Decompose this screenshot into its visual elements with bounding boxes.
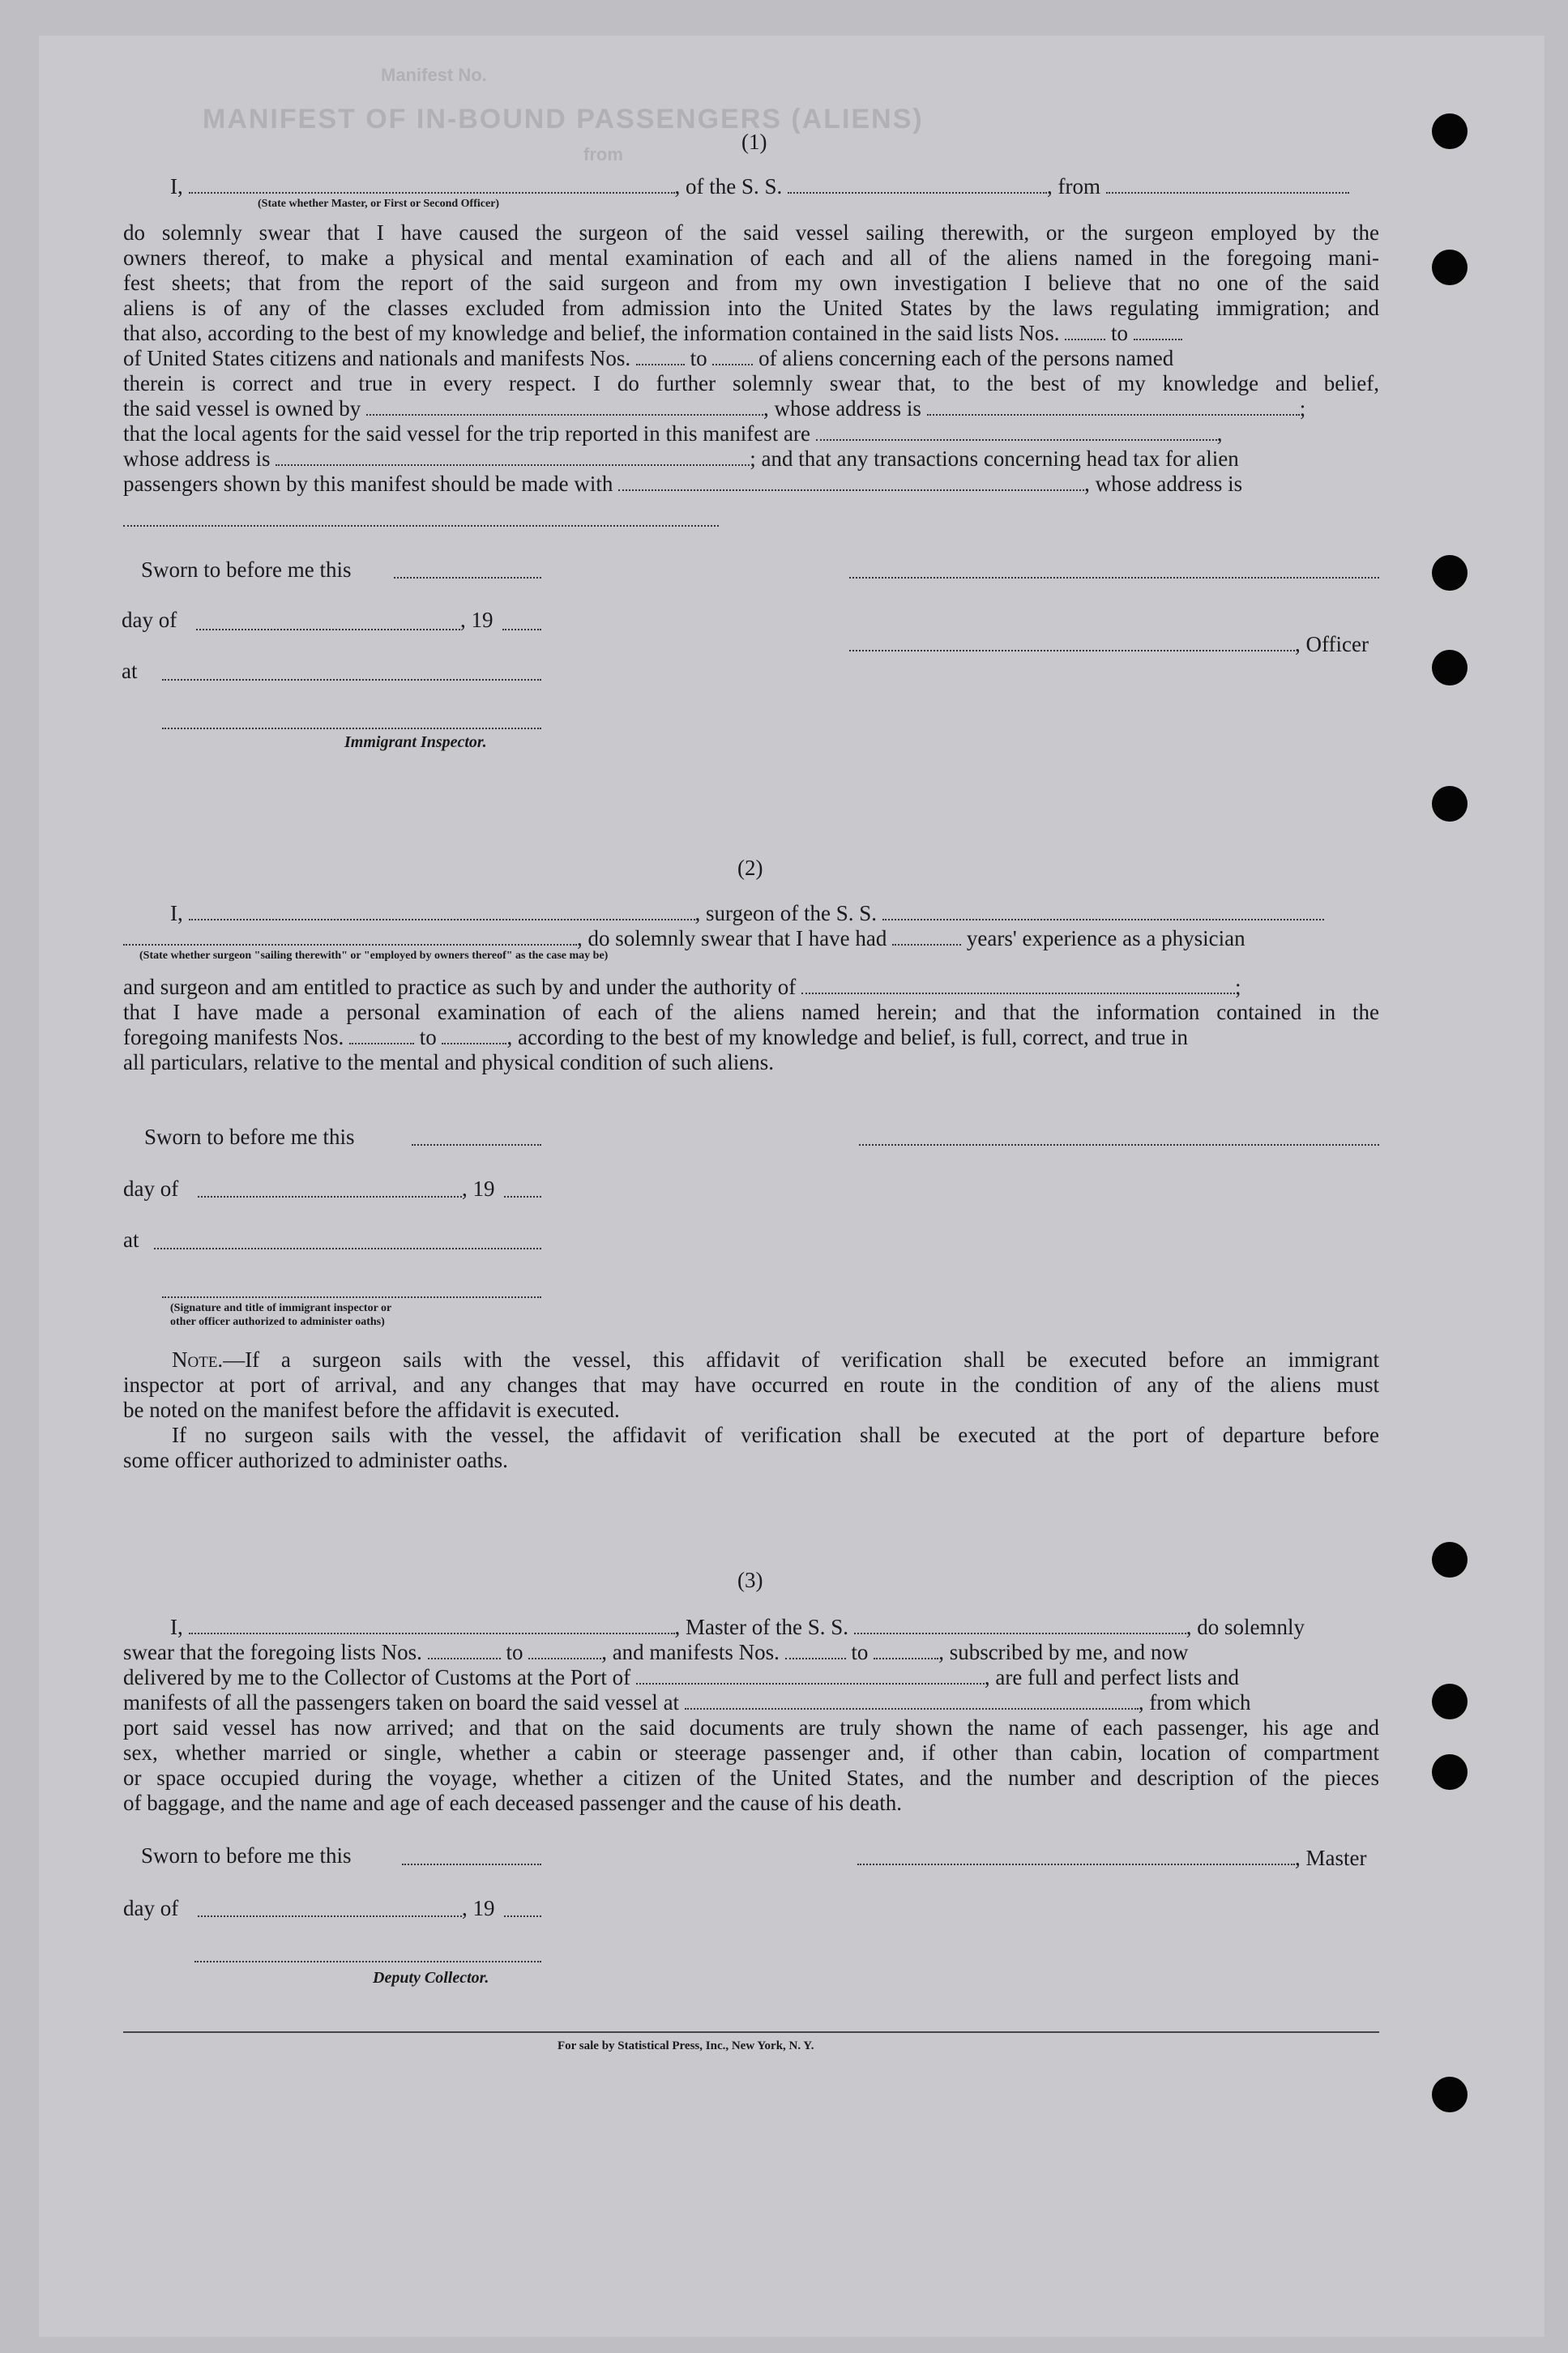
s1-owner-blank[interactable]	[366, 396, 763, 416]
s1-from-blank[interactable]	[1106, 174, 1349, 194]
s2-year-label: , 19	[462, 1176, 495, 1201]
s2-manifests-from-blank[interactable]	[349, 1025, 414, 1044]
s2-surgeon-subcaption: (State whether surgeon "sailing therewith" or "employed by owners thereof" as the case may be)	[139, 950, 609, 962]
s1-para-6	[123, 346, 1173, 371]
s2-note-line-1	[123, 1347, 1379, 1373]
s1-para-10	[123, 446, 1239, 472]
s2-at-label: at	[123, 1228, 139, 1252]
punch-hole	[1432, 650, 1468, 685]
s1-sworn-label: Sworn to before me this	[141, 557, 352, 582]
s3-boarded-port-blank[interactable]	[685, 1690, 1139, 1710]
s2-note-text: —If a surgeon sails with the vessel, this affidavit of verification shall be executed before an immigrant	[223, 1347, 1379, 1372]
s1-para-5	[123, 321, 1182, 346]
s1-transactions-address: , whose address is	[1084, 472, 1243, 496]
s2-manifests-to-blank[interactable]	[442, 1025, 506, 1044]
s2-inspector-signature-blank[interactable]	[162, 1296, 541, 1298]
footer-rule	[123, 2031, 1379, 2033]
s2-note-line-4: If no surgeon sails with the vessel, the affidavit of verification shall be executed at the port of departure before	[172, 1423, 1379, 1447]
punch-hole	[1432, 555, 1468, 591]
s1-owner-address-blank[interactable]	[927, 396, 1300, 416]
bleed-through-from: from	[583, 144, 623, 164]
s2-oath-line-1	[170, 901, 1324, 926]
s1-lists-from-blank[interactable]	[1065, 321, 1105, 340]
s2-note-line-5: some officer authorized to administer oaths.	[123, 1448, 508, 1472]
s2-surgeon-type-blank[interactable]	[123, 926, 577, 946]
s1-owned-by: the said vessel is owned by	[123, 396, 361, 421]
s3-master-name-blank[interactable]	[189, 1615, 675, 1634]
s3-collector-signature-blank[interactable]	[194, 1961, 541, 1962]
s1-officer-label: , Officer	[1295, 632, 1369, 656]
s1-lists-text: that also, according to the best of my knowledge and belief, the information contained in the said lists Nos.	[123, 321, 1060, 345]
s2-authority-text: and surgeon and am entitled to practice as such by and under the authority of	[123, 975, 797, 999]
s1-officer-signature-blank[interactable]	[849, 650, 1295, 651]
s3-lists-to-blank[interactable]	[528, 1640, 601, 1659]
s3-manifests-to-blank[interactable]	[874, 1640, 938, 1659]
s3-deputy-caption: Deputy Collector.	[373, 1969, 489, 1987]
s1-para-3: fest sheets; that from the report of the said surgeon and from my own investigation I believe that no one of the said	[123, 271, 1379, 295]
s1-at-label: at	[122, 659, 138, 683]
bleed-through-title: MANIFEST OF IN-BOUND PASSENGERS (ALIENS)	[203, 104, 924, 135]
s1-whose-address: , whose address is	[763, 396, 921, 421]
s3-master-label: , Master	[1295, 1846, 1367, 1870]
s1-sworn-blank[interactable]	[394, 577, 541, 579]
s1-year-blank[interactable]	[502, 629, 541, 630]
s1-agents-address-blank[interactable]	[276, 446, 750, 466]
s1-para-7: therein is correct and true in every respect. I do further solemnly swear that, to the best of my knowledge and belief,	[123, 371, 1379, 395]
s1-para-2: owners thereof, to make a physical and mental examination of each and all of the aliens named in the foregoing mani-	[123, 246, 1379, 270]
s2-surgeon-name-blank[interactable]	[189, 901, 695, 920]
s3-para-3	[123, 1690, 1251, 1715]
s1-para-8	[123, 396, 1305, 421]
s1-day-blank[interactable]	[196, 629, 460, 630]
s1-oath-line-1	[170, 174, 1349, 199]
s2-day-of-label: day of	[123, 1176, 179, 1201]
punch-hole	[1432, 250, 1468, 285]
s1-lists-to: to	[1110, 321, 1128, 345]
punch-hole	[1432, 113, 1468, 149]
s3-full-lists-text: , are full and perfect lists and	[984, 1665, 1240, 1689]
s2-para-2: that I have made a personal examination of each of the aliens named herein; and that the information contained in the	[123, 1000, 1379, 1024]
s2-signature-caption-1: (Signature and title of immigrant inspector or	[170, 1302, 392, 1314]
s1-lists-to-blank[interactable]	[1134, 321, 1182, 340]
s3-para-7: of baggage, and the name and age of each deceased passenger and the cause of his death.	[123, 1791, 903, 1815]
s2-authority-blank[interactable]	[801, 975, 1235, 994]
s1-head-tax-text: ; and that any transactions concerning head tax for alien	[750, 446, 1239, 471]
s3-sworn-label: Sworn to before me this	[141, 1843, 352, 1868]
s2-i: I,	[170, 901, 183, 925]
s3-para-4: port said vessel has now arrived; and that on the said documents are truly shown the name of each passenger, his age and	[123, 1715, 1379, 1740]
s1-of-ss: , of the S. S.	[674, 174, 783, 199]
s3-subscribed-text: , subscribed by me, and now	[938, 1640, 1189, 1664]
s3-lists-from-blank[interactable]	[428, 1640, 501, 1659]
s2-note-label: Note.	[172, 1347, 224, 1372]
punch-hole	[1432, 1684, 1468, 1719]
s1-agents-address-label: whose address is	[123, 446, 271, 471]
punch-hole	[1432, 1754, 1468, 1790]
s2-oath-line-2	[123, 926, 1245, 951]
s2-para-1	[123, 975, 1241, 1000]
s3-do-solemnly: , do solemnly	[1186, 1615, 1305, 1639]
s2-signature-caption-2: other officer authorized to administer oaths)	[170, 1316, 385, 1328]
s2-surgeon-signature-blank[interactable]	[859, 1144, 1379, 1146]
s2-years-blank[interactable]	[892, 926, 961, 946]
s1-para-9	[123, 421, 1222, 446]
s2-note-line-3: be noted on the manifest before the affidavit is executed.	[123, 1398, 620, 1422]
s2-vessel-blank[interactable]	[882, 901, 1324, 920]
s2-semicolon: ;	[1235, 975, 1241, 999]
s2-swear-text: , do solemnly swear that I have had	[577, 926, 887, 950]
s2-surgeon-of-ss: , surgeon of the S. S.	[694, 901, 878, 925]
s3-boarded-text: manifests of all the passengers taken on board the said vessel at	[123, 1690, 680, 1715]
s1-manifests-from-blank[interactable]	[636, 346, 685, 365]
punch-hole	[1432, 2077, 1468, 2112]
s1-officer-signature-top-blank[interactable]	[849, 577, 1379, 579]
s1-manifests-to: to	[690, 346, 707, 370]
s1-transactions-with: passengers shown by this manifest should be made with	[123, 472, 613, 496]
s3-year-label: , 19	[462, 1896, 495, 1920]
s3-from-which: , from which	[1138, 1690, 1251, 1715]
s1-local-agents: that the local agents for the said vessel for the trip reported in this manifest are	[123, 421, 810, 446]
s3-i: I,	[170, 1615, 183, 1639]
s1-year-label: , 19	[460, 608, 493, 632]
punch-hole	[1432, 1542, 1468, 1578]
s2-at-blank[interactable]	[154, 1248, 541, 1249]
s3-lists-text: swear that the foregoing lists Nos.	[123, 1640, 422, 1664]
s1-aliens-text: of aliens concerning each of the persons named	[758, 346, 1174, 370]
s3-year-blank[interactable]	[504, 1915, 541, 1917]
s1-inspector-caption: Immigrant Inspector.	[344, 733, 487, 751]
s3-day-of-label: day of	[123, 1896, 179, 1920]
s3-manifests-to: to	[851, 1640, 869, 1664]
s1-from: , from	[1047, 174, 1100, 199]
s2-sworn-label: Sworn to before me this	[144, 1125, 355, 1149]
s2-year-blank[interactable]	[504, 1196, 541, 1198]
s2-day-blank[interactable]	[198, 1196, 462, 1198]
s1-comma: ,	[1216, 421, 1223, 446]
s2-manifests-nos: foregoing manifests Nos.	[123, 1025, 344, 1049]
s3-para-2	[123, 1665, 1239, 1690]
s3-lists-to: to	[506, 1640, 523, 1664]
s3-day-blank[interactable]	[198, 1915, 462, 1917]
s1-vessel-blank[interactable]	[788, 174, 1047, 194]
s2-para-3	[123, 1025, 1188, 1050]
s1-manifests-text: of United States citizens and nationals and manifests Nos.	[123, 346, 631, 370]
s1-inspector-signature-blank[interactable]	[162, 728, 541, 729]
s1-i: I,	[170, 174, 183, 199]
section-3-number: (3)	[737, 1568, 763, 1592]
s2-sworn-blank[interactable]	[412, 1144, 541, 1146]
s1-officer-subcaption: (State whether Master, or First or Second Officer)	[258, 198, 500, 210]
punch-hole	[1432, 786, 1468, 822]
s1-at-blank[interactable]	[162, 679, 541, 681]
s1-address-continuation-blank[interactable]	[123, 525, 719, 527]
s3-port-blank[interactable]	[636, 1665, 985, 1685]
s2-para-4: all particulars, relative to the mental and physical condition of such aliens.	[123, 1050, 774, 1074]
s3-para-1	[123, 1640, 1188, 1665]
s1-para-11	[123, 472, 1242, 497]
s3-para-6: or space occupied during the voyage, whether a citizen of the United States, and the number and description of the pieces	[123, 1766, 1379, 1790]
s2-to: to	[419, 1025, 437, 1049]
section-2-number: (2)	[737, 856, 763, 880]
s1-day-of-label: day of	[122, 608, 177, 632]
section-1-number: (1)	[741, 130, 767, 154]
s1-semicolon: ;	[1299, 396, 1306, 421]
s1-para-4: aliens is of any of the classes excluded from admission into the United States by the laws regulating immigration; and	[123, 296, 1379, 320]
s3-sworn-blank[interactable]	[402, 1864, 541, 1865]
s1-para-1: do solemnly swear that I have caused the surgeon of the said vessel sailing therewith, or the surgeon employed by the	[123, 220, 1379, 245]
s3-manifests-text: , and manifests Nos.	[601, 1640, 780, 1664]
s3-master-signature-blank[interactable]	[857, 1864, 1295, 1865]
s2-years-text: years' experience as a physician	[966, 926, 1245, 950]
s1-transactions-blank[interactable]	[618, 472, 1084, 491]
footer-imprint: For sale by Statistical Press, Inc., New York, N. Y.	[558, 2039, 814, 2052]
s3-master-of-ss: , Master of the S. S.	[674, 1615, 848, 1639]
s3-oath-line-1	[170, 1615, 1305, 1640]
s3-para-5: sex, whether married or single, whether a cabin or steerage passenger and, if other than cabin, location of compartment	[123, 1740, 1379, 1765]
s3-vessel-blank[interactable]	[854, 1615, 1186, 1634]
s3-manifests-from-blank[interactable]	[785, 1640, 846, 1659]
s2-note-line-2: inspector at port of arrival, and any changes that may have occurred en route in the condition of any of the aliens must	[123, 1373, 1379, 1397]
bleed-through-manifest-no: Manifest No.	[381, 65, 487, 85]
s1-manifests-to-blank[interactable]	[712, 346, 753, 365]
s1-agents-blank[interactable]	[816, 421, 1217, 441]
s1-officer-blank[interactable]	[189, 174, 675, 194]
s2-according-text: , according to the best of my knowledge and belief, is full, correct, and true in	[506, 1025, 1188, 1049]
s3-port-text: delivered by me to the Collector of Customs at the Port of	[123, 1665, 631, 1689]
